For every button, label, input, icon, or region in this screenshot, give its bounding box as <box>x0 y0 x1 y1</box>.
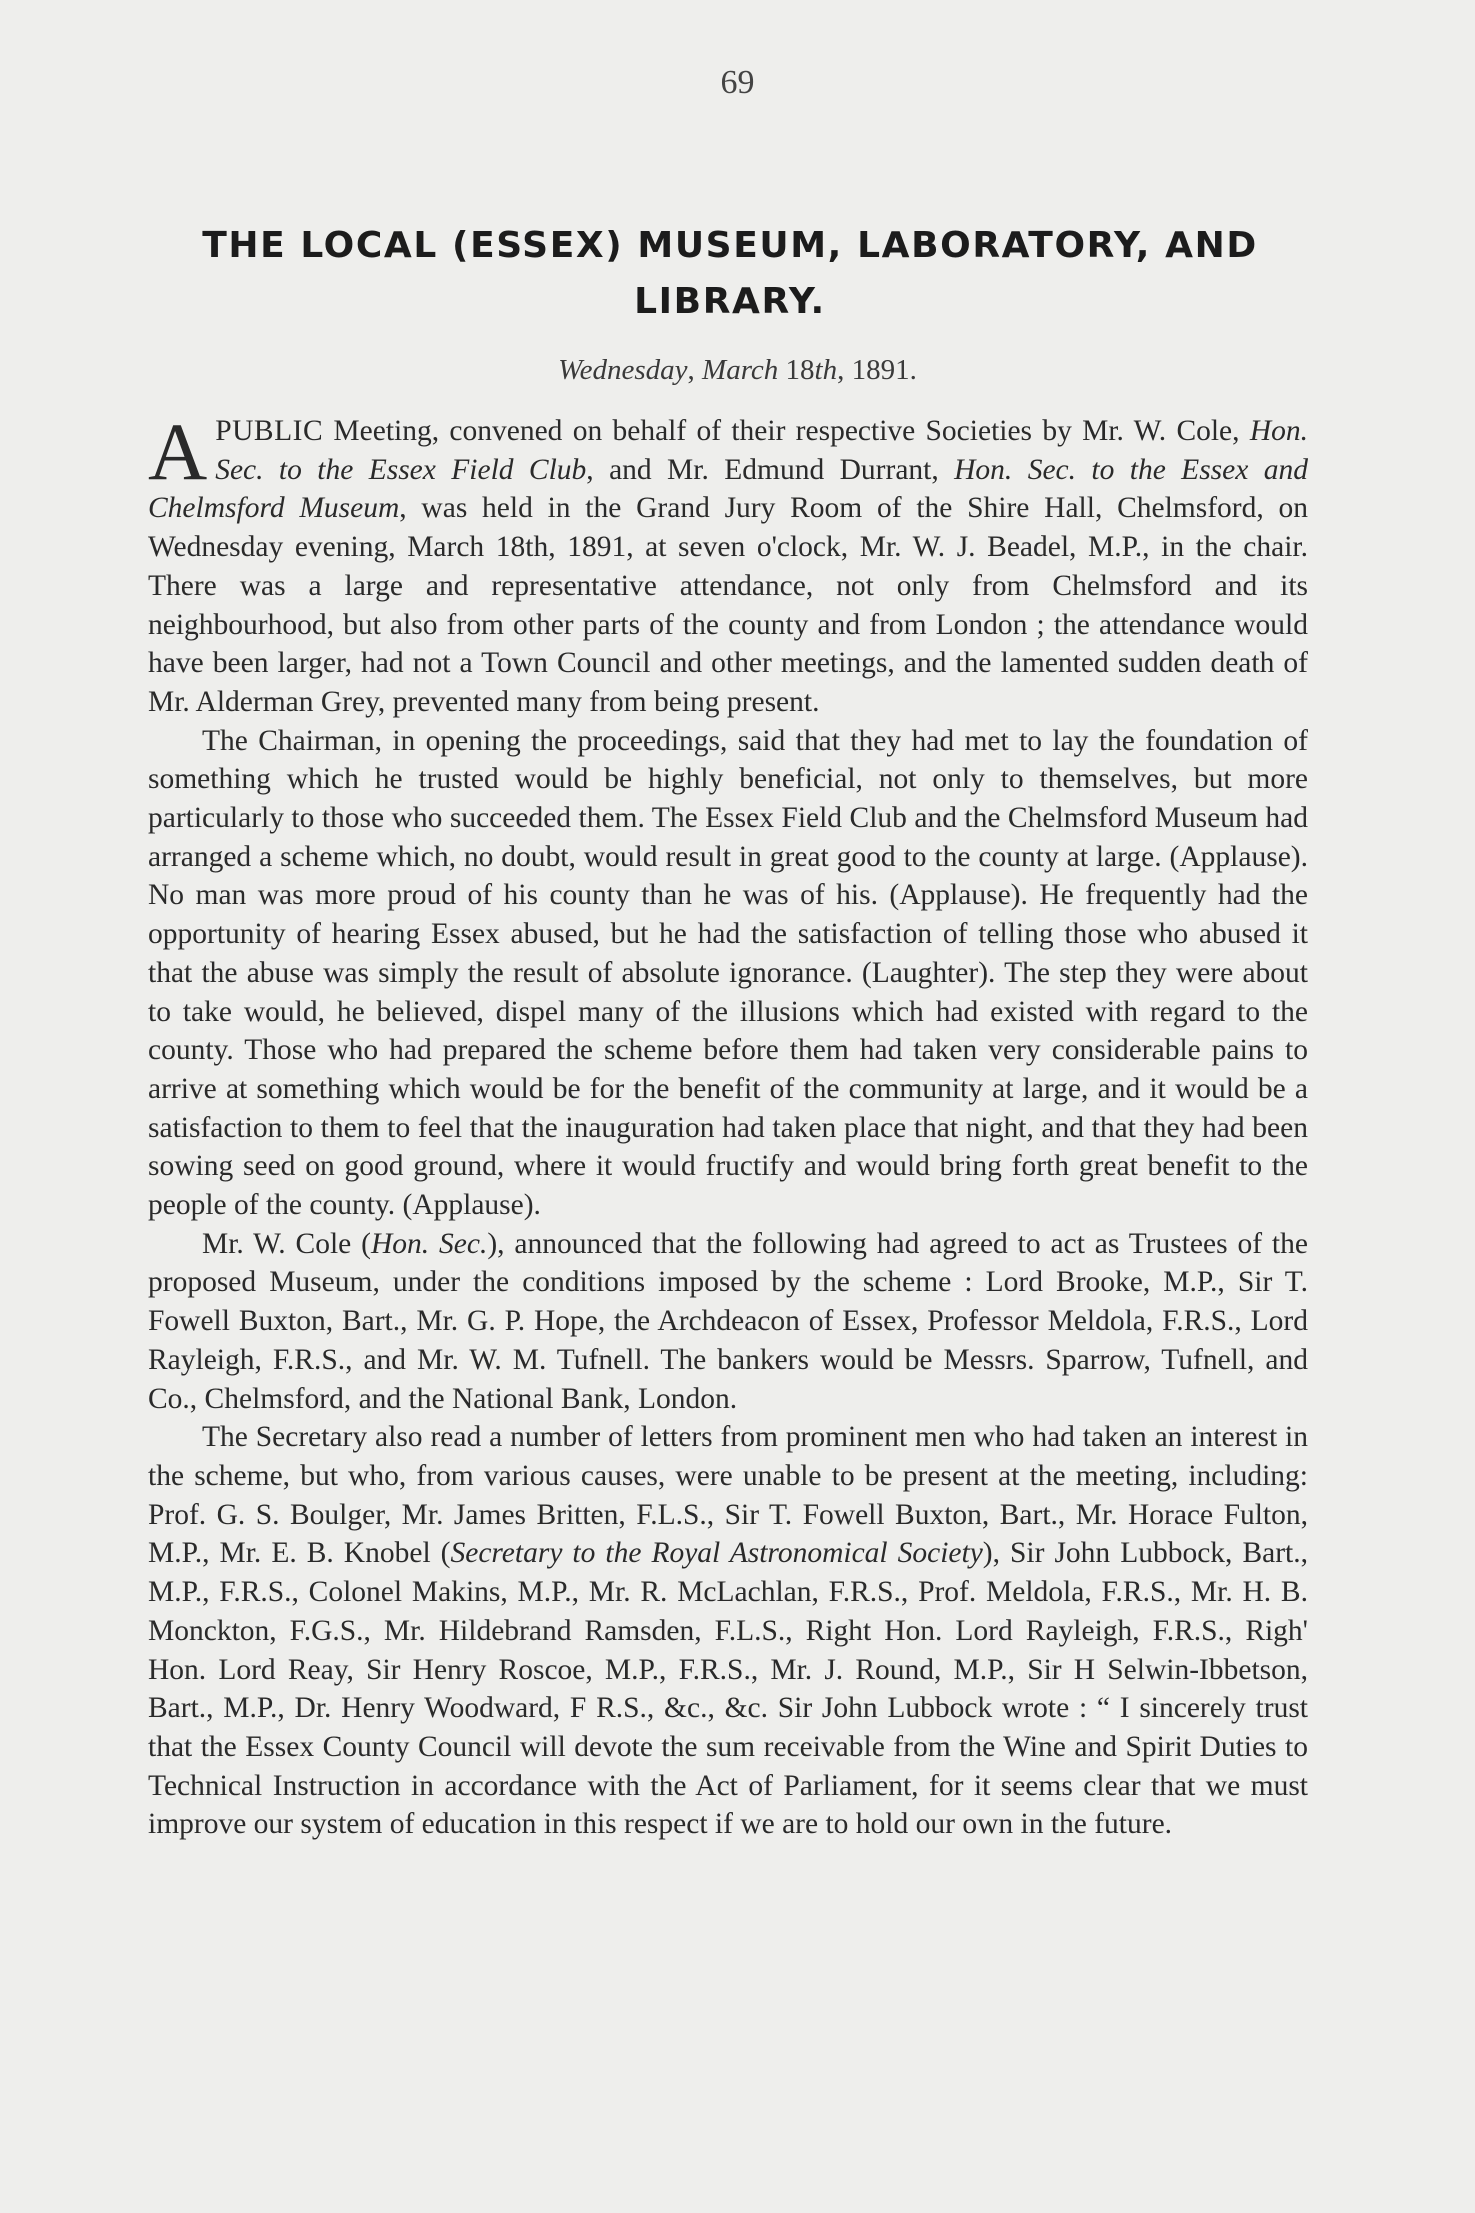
paragraph-1-text-2: , and Mr. Edmund Durrant, <box>586 453 955 486</box>
drop-cap: A <box>148 406 208 497</box>
article-title: THE LOCAL (ESSEX) MUSEUM, LABORATORY, AND LIBRARY. <box>202 225 1258 322</box>
paragraph-3-text-1: Mr. W. Cole ( <box>202 1227 371 1260</box>
date-weekday: Wednesday <box>558 354 688 386</box>
date-day-suffix: th <box>814 354 838 386</box>
paragraph-3-italic-1: Hon. Sec. <box>370 1227 488 1260</box>
paragraph-4-text-2: ), Sir John Lubbock, Bart., M.P., F.R.S., Colonel Makins, M.P., Mr. R. McLachlan, F.R.S., Prof. Meldola, F.R.S., Mr. H. B. Monckton, F.G.S., Mr. Hildebrand Ramsden, F.L.S., Right Hon. Lord Rayleigh, F.R.S., Righ' Hon. Lord Reay, Sir Henry Roscoe, M.P., F.R.S., Mr. J. Round, M.P., Sir H Selwin-Ibbetson, Bart., M.P., Dr. Henry Woodward, F R.S., &c., &c. Sir John Lubbock wrote : “ I sincerely trust that the Essex County Council will devote the sum receivable from the Wine and Spirit Duties to Technical Instruction in accordance with the Act of Parliament, for it seems clear that we must improve our system of education in this respect if we are to hold our own in the future. <box>148 1537 1308 1841</box>
paragraph-1-text-1: Meeting, convened on behalf of their respective Societies by Mr. W. Cole, <box>323 415 1250 447</box>
opening-word: PUBLIC <box>215 415 324 447</box>
paragraph-1 <box>148 406 1308 722</box>
paragraph-3 <box>148 1225 1308 1419</box>
page-number: 69 <box>720 64 755 101</box>
paragraph-4 <box>148 1418 1308 1844</box>
date-day: 18 <box>785 354 815 386</box>
paragraph-1-italic-1: Hon. Sec. to the Essex Field Club <box>215 415 1308 486</box>
paragraph-4-italic-1: Secretary to the Royal Astronomical Society <box>450 1537 983 1570</box>
date-month: March <box>702 354 779 386</box>
article-date: Wednesday, March 18th, 1891. <box>558 354 917 386</box>
date-year: 1891. <box>851 354 917 386</box>
paragraph-3-text-2: ), announced that the following had agreed to act as Trustees of the proposed Museum, under the conditions imposed by the scheme : Lord Brooke, M.P., Sir T. Fowell Buxton, Bart., Mr. G. P. Hope, the Archdeacon of Essex, Professor Meldola, F.R.S., Lord Rayleigh, F.R.S., and Mr. W. M. Tufnell. The bankers would be Messrs. Sparrow, Tufnell, and Co., Chelmsford, and the National Bank, London. <box>148 1227 1308 1415</box>
paragraph-1-italic-2: Hon. Sec. to the Essex and Chelmsford Museum <box>148 453 1308 525</box>
paragraph-4-text-1: The Secretary also read a number of letters from prominent men who had taken an interest in the scheme, but who, from various causes, were unable to be present at the meeting, including: Prof. G. S. Boulger, Mr. James Britten, F.L.S., Sir T. Fowell Buxton, Bart., Mr. Horace Fulton, M.P., Mr. E. B. Knobel ( <box>148 1421 1308 1570</box>
paragraph-1-text-3: , was held in the Grand Jury Room of the Shire Hall, Chelmsford, on Wednesday evening, March 18th, 1891, at seven o'clock, Mr. W. J. Beadel, M.P., in the chair. There was a large and representative attendance, not only from Chelmsford and its neighbourhood, but also from other parts of the county and from London ; the attendance would have been larger, had not a Town Council and other meetings, and the lamented sudden death of Mr. Alderman Grey, prevented many from being present. <box>148 492 1308 718</box>
paragraph-2: The Chairman, in opening the proceedings, said that they had met to lay the foundation of something which he trusted would be highly beneficial, not only to themselves, but more particularly to those who succeeded them. The Essex Field Club and the Chelmsford Museum had arranged a scheme which, no doubt, would result in great good to the county at large. (Applause). No man was more proud of his county than he was of his. (Applause). He frequently had the opportunity of hearing Essex abused, but he had the satisfaction of telling those who abused it that the abuse was simply the result of absolute ignorance. (Laughter). The step they were about to take would, he believed, dispel many of the illusions which had existed with regard to the county. Those who had prepared the scheme before them had taken very considerable pains to arrive at something which would be for the benefit of the community at large, and it would be a satisfaction to them to feel that the inauguration had taken place that night, and that they had been sowing seed on good ground, where it would fructify and would bring forth great benefit to the people of the county. (Applause). <box>148 724 1308 1222</box>
article-body <box>148 406 1308 1844</box>
